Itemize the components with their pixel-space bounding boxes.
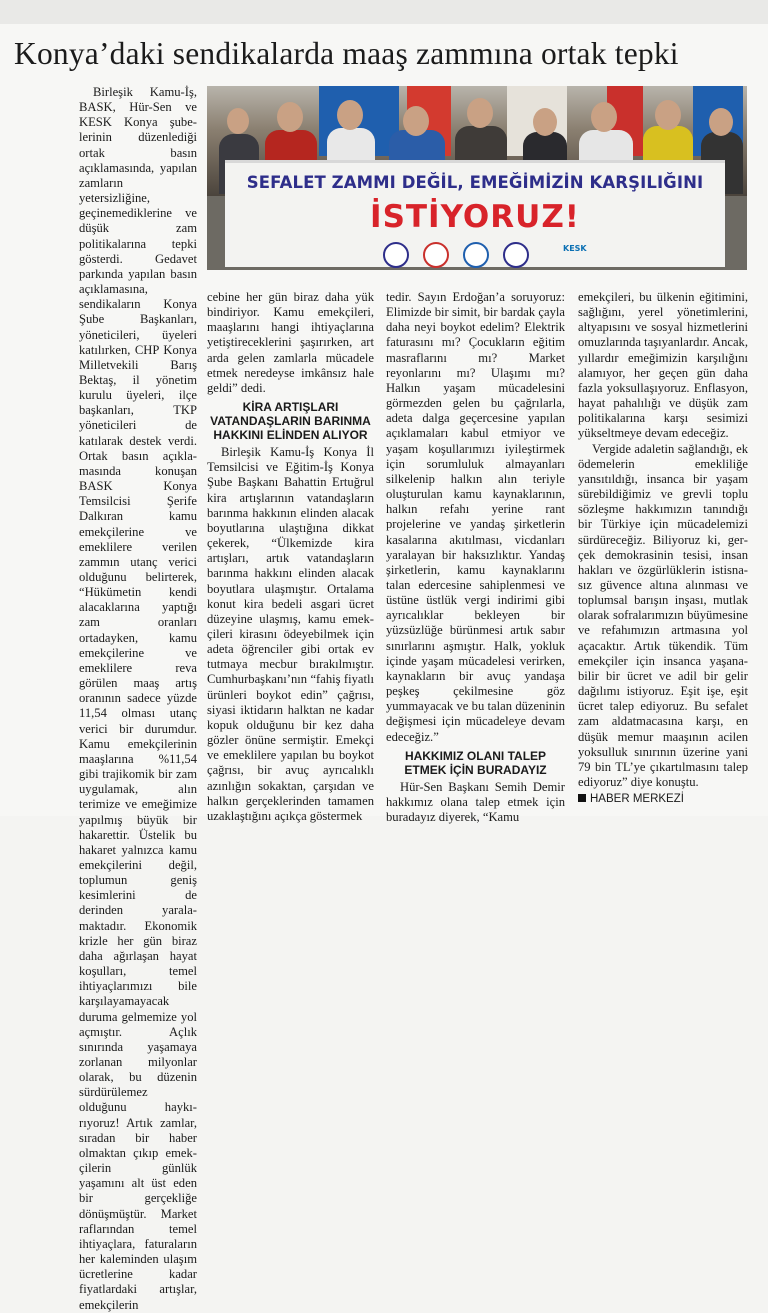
banner-line-2: İSTİYORUZ! bbox=[370, 199, 580, 235]
article-column-2 bbox=[207, 290, 374, 824]
byline-text: HABER MERKEZİ bbox=[590, 793, 684, 806]
paragraph: cebine her gün biraz daha yük bindiriyor. Kamu emekçileri, maaşlarını hangi ihtiyaçlarına yetiştireceklerini şaşırırken, art arda gelen zamlarla mücadele etmek neredeyse imkânsız hale geldi” dedi. bbox=[207, 290, 374, 395]
subheading: HAKKIMIZ OLANI TALEP ETMEK İÇİN BURADAYIZ bbox=[404, 748, 547, 777]
union-logo-icon bbox=[423, 242, 449, 268]
byline bbox=[578, 792, 748, 807]
person bbox=[227, 108, 249, 134]
paragraph: Birleşik Kamu-İş, BASK, Hür-Sen ve KESK Konya şubelerinin düzenlediği ortak basın açıklamasında, yapılan zamların yetersizliğine, geçinemediklerine ve düşük zam politikalarına tepki gösterdi. Gedavet parkında yapılan basın açıklamasına, sendikaların Konya Şube Başkanları, yöneticileri, üyeleri katılırken, CHP Konya Milletvekili Barış Bektaş, il yönetim kurulu üyeleri, ilçe başkanları, TKP yöneticileri de katılarak destek verdi. Ortak basın açıklamasında konuşan BASK Konya Temsilcisi Şerife Dalkıran kamu emekçilerine ve emeklilere verilen zammın utanç verici olduğunu belirterek, “Hükümetin kendi alacaklarına yaptığı zam oranları ortadayken, kamu emekçilerine ve emeklilere reva görülen maaş artış oranının sadece yüzde 11,54 olması utanç verici bir durumdur. Kamu emekçilerinin maaşlarına %11,54 gibi trajikomik bir zam uygulamak, alın terimize ve emeğimize yapılmış büyük bir hakarettir. Üstelik bu hakaret yalnızca kamu emekçilerini değil, toplumun geniş kesimlerini de derinden yaralamaktadır. Ekonomik krizle her gün biraz daha ağırlaşan hayat koşulları, temel ihtiyaçlarımızı bile karşılayamayacak duruma gelmemize yol açmıştır. Açlık sınırında yaşamaya zorlanan milyonlar olarak, bu düzenin sürdürülemez olduğunu haykırıyoruz! Artık zamlar, sıradan bir haber olmaktan çıkıp emekçilerin günlük yaşamını alt üst eden bir gerçekliğe dönüşmüştür. Market raflarından temel ihtiyaçlara, faturaların her kaleminden ulaşım ücretlerine kadar fiyatlardaki artışlar, emekçilerin bbox=[79, 85, 197, 1312]
person bbox=[655, 100, 681, 130]
subheading: KİRA ARTIŞLARI VATANDAŞLARIN BARINMA HAKKINI ELİNDEN ALIYOR bbox=[210, 400, 371, 443]
paragraph: tedir. Sayın Erdoğan’a soruyoruz: Elimizde bir simit, bir bardak çayla daha neyi boykot edelim? Elektrik faturasını mı? Çocukların eğitim masraflarını mı? Market reyonlarını mı? Ulaşımı mı? Halkın yaşam mücadelesini görmezden gelen bu çağrılarla, adeta dalga geçercesine yapılan açıklamaları kabul etmiyor ve yaşam koşullarımızı iyileştirmek için sorumluluk almayanları silkelenip halkın alın teriyle oluşturulan kamu kaynaklarının, halkın refahı yerine rant projelerine ve yandaş şirketlerin kasalarına akıtılması, vicdanları yaralayan bir haksızlıktır. Yandaş şirketlerin, kamu kaynaklarını talan edercesine sahiplenmesi ve üstüne üstlük vergi indirimi gibi ayrıcalıklar bekleyen bir yüzsüzlüğe bürünmesi artık sabır sınırlarını aşmıştır. Halk, yokluk içinde yaşam mücadelesi verirken, kaynakların bir avuç yandaşa peşkeş çekilmesine göz yummayacak ve bu talan düzeninin değişmesi için mücadeleye devam edeceğiz.” bbox=[386, 290, 565, 744]
person bbox=[709, 108, 733, 136]
union-logo-icon bbox=[503, 242, 529, 268]
top-margin bbox=[0, 0, 768, 24]
article-column-4 bbox=[578, 290, 748, 807]
person bbox=[533, 108, 557, 136]
paragraph: Vergide adaletin sağlandığı, ek ödemelerin emekliliğe yansıtıldığı, insanca bir yaşam sürebildiğimiz ve grevli toplu sözleşme hakkımızın tanındığı bir Türkiye için mücadelemizi sürdüreceğiz. Biliyoruz ki, gerçek demokrasinin tesisi, insan hakları ve özgürlüklerin istisnasız güvence altına alınması ve toplumsal barışın inşası, mutlak olarak sofralarımızın büyümesine ve refahımızın artmasına yol açacaktır. Artık tükendik. Tüm emekçiler için insanca yaşanabilir bir ücret ve adil bir gelir dağılımı istiyoruz. Eşit işe, eşit ücret talep ediyoruz. Bu sefalet zam aldatmacasına karşı, en düşük memur maaşının acilen yoksulluk sınırının üzerine yani 79 bin TL’ye çıkartılmasını talep ediyoruz” diye konuştu. bbox=[578, 441, 748, 789]
union-logos bbox=[383, 242, 587, 264]
person bbox=[467, 98, 493, 128]
headline: Konya’daki sendikalarda maaş zammına ortak tepki bbox=[14, 36, 679, 71]
paragraph: Birleşik Kamu-İş Konya İl Temsilcisi ve Eğitim-İş Konya Şube Başkanı Bahattin Ertuğrul kira artışlarının vatandaşların barınma hakkının elinden alacak boyutlarına ulaştığına dikkat çekerek, “Ülkemizde kira artışları, artık vatandaşların barınma hakkını elinden alacak boyutlara ulaşmıştır. Ortalama konut kira bedeli asgari ücret düzeyine ulaşmış, kamu emekçileri kirasını ödeyebilmek için adeta öğrenciler gibi ortak ev tutmaya mecbur bırakılmıştır. Cumhurbaşkanı’nın “fahiş fiyatlı ürünleri boykot edin” çağrısı, siyasi iktidarın halktan ne kadar kopuk olduğunu bir kez daha gözler önüne sermiştir. Emekçi ve emeklilere yapılan bu boykot çağrısı, bir avuç ayrıcalıklı azınlığın sokaktan, çarşıdan ve halkın gerçeklerinden tamamen uzaklaştığını açıkça göstermek bbox=[207, 445, 374, 823]
paragraph: emekçileri, bu ülkenin eğitimini, sağlığını, yerel yönetimlerini, altyapısını ve sosyal hizmetlerini omuzlarında taşıyanlardır. Ancak, yıllardır emeğimizin karşılığını alamıyor, her geçen gün daha fazla yoksullaşıyoruz. Enflasyon, hayat pahalılığı ve düşük zam politikalarına karşı sesimizi yükseltmeye devam edeceğiz. bbox=[578, 290, 748, 441]
banner-line-1: SEFALET ZAMMI DEĞİL, EMEĞİMİZİN KARŞILIĞINI bbox=[246, 173, 704, 192]
square-bullet-icon bbox=[578, 794, 586, 802]
protest-banner bbox=[225, 160, 725, 267]
union-logo-icon bbox=[463, 242, 489, 268]
person bbox=[403, 106, 429, 136]
article-column-1 bbox=[79, 85, 197, 1313]
person bbox=[337, 100, 363, 130]
protest-photo bbox=[207, 86, 747, 270]
article-column-3 bbox=[386, 290, 565, 825]
person bbox=[277, 102, 303, 132]
person bbox=[591, 102, 617, 132]
kesk-logo: KESK bbox=[563, 244, 587, 253]
union-logo-icon bbox=[383, 242, 409, 268]
paragraph: Hür-Sen Başkanı Semih Demir hakkımız olana talep etmek için buradayız diyerek, “Kamu bbox=[386, 779, 565, 824]
